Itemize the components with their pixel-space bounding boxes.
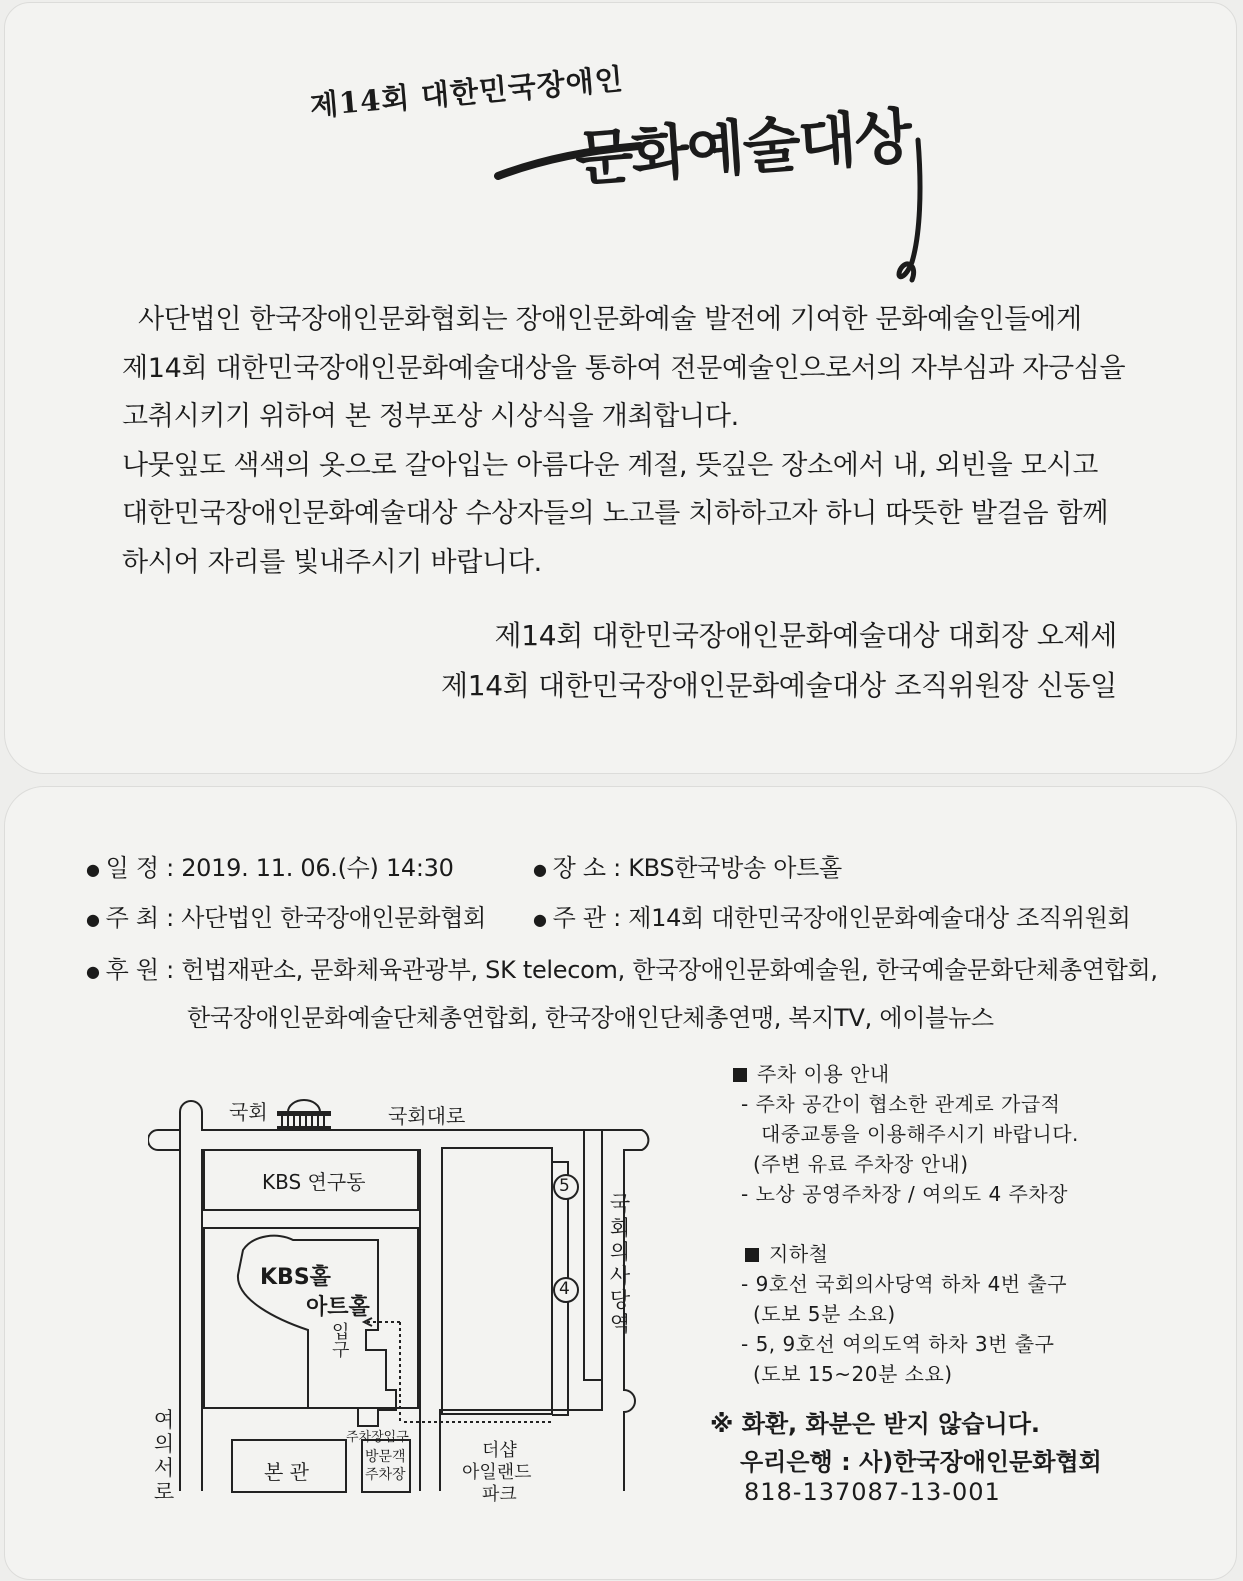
map-label-park: 파크 <box>482 1484 517 1505</box>
subway-note: - 9호선 국회의사당역 하차 4번 출구 <box>741 1272 1068 1296</box>
bullet-icon: ● <box>533 859 547 879</box>
map-label-char: 국 <box>609 1192 631 1216</box>
parking-note: 대중교통을 이용해주시기 바랍니다. <box>761 1122 1079 1146</box>
map-label-char: 회 <box>609 1216 631 1240</box>
event-date-text: 일 정 : 2019. 11. 06.(수) 14:30 <box>105 854 454 882</box>
parking-note: - 노상 공영주차장 / 여의도 4 주차장 <box>741 1182 1068 1206</box>
map-label-main-building: 본 관 <box>264 1460 309 1484</box>
message-line: 제14회 대한민국장애인문화예술대상을 통하여 전문예술인으로서의 자부심과 자긍심을 <box>122 352 1126 384</box>
map-label-entrance: 입 <box>332 1322 350 1343</box>
message-line: 고취시키기 위하여 본 정부포상 시상식을 개최합니다. <box>122 401 739 432</box>
signature-chairman: 제14회 대한민국장애인문화예술대상 대회장 오제세 <box>494 619 1117 652</box>
square-bullet-icon <box>733 1068 747 1082</box>
event-host <box>86 898 486 933</box>
map-label-entrance: 구 <box>332 1340 350 1361</box>
bullet-icon: ● <box>86 859 100 879</box>
subway-title-text: 지하철 <box>769 1242 829 1266</box>
event-sponsors <box>86 950 1158 985</box>
map-label-kbs-hall: KBS홀 <box>260 1265 331 1290</box>
map-label-char: 의 <box>153 1432 175 1456</box>
map-drawing <box>148 1090 668 1510</box>
map-label-assembly: 국회 <box>229 1100 268 1124</box>
assembly-building-icon <box>278 1100 330 1130</box>
message-line: 하시어 자리를 빛내주시기 바랍니다. <box>122 546 542 578</box>
parking-title <box>733 1058 890 1087</box>
bank-info: 우리은행 : 사)한국장애인문화협회 <box>740 1448 1102 1476</box>
event-sponsors-continued: 한국장애인문화예술단체총연합회, 한국장애인단체총연맹, 복지TV, 에이블뉴스 <box>187 1004 994 1032</box>
subway-note: (도보 5분 소요) <box>753 1302 896 1326</box>
map-label-char: 역 <box>609 1312 631 1336</box>
message-line: 대한민국장애인문화예술대상 수상자들의 노고를 치하하고자 하니 따뜻한 발걸음 함께 <box>122 498 1109 529</box>
map-label-visitor-parking: 방문객 <box>365 1449 406 1465</box>
subway-title <box>745 1238 828 1267</box>
event-sponsors-text: 후 원 : 헌법재판소, 문화체육관광부, SK telecom, 한국장애인문화예술원, 한국예술문화단체총연합회, <box>105 956 1158 984</box>
parking-title-text: 주차 이용 안내 <box>757 1062 890 1086</box>
map-label-assembly-road: 국회대로 <box>388 1104 466 1128</box>
event-venue <box>533 848 842 883</box>
map-label-exit-4: 4 <box>559 1279 570 1299</box>
bullet-icon: ● <box>533 909 547 929</box>
map-label-parking-entrance: 주차장입구 <box>346 1430 409 1445</box>
map-label-char: 로 <box>153 1480 175 1504</box>
message-line: 사단법인 한국장애인문화협회는 장애인문화예술 발전에 기여한 문화예술인들에게 <box>138 304 1082 335</box>
no-flowers-notice: ※ 화환, 화분은 받지 않습니다. <box>710 1410 1041 1438</box>
map-label-station <box>608 1192 632 1336</box>
map-label-visitor-parking: 주차장 <box>365 1467 406 1483</box>
map-label-char: 서 <box>153 1456 175 1480</box>
message-line: 나뭇잎도 색색의 옷으로 갈아입는 아름다운 계절, 뜻깊은 장소에서 내, 외빈을 모시고 <box>122 449 1098 481</box>
map-label-char: 의 <box>609 1240 631 1264</box>
subway-note: (도보 15~20분 소요) <box>753 1362 953 1386</box>
bank-account-number: 818-137087-13-001 <box>744 1478 1001 1506</box>
map-label-exit-5: 5 <box>559 1176 570 1196</box>
map-label-char: 사 <box>609 1264 631 1288</box>
map-label-char: 당 <box>609 1288 631 1312</box>
event-organizer-text: 주 관 : 제14회 대한민국장애인문화예술대상 조직위원회 <box>552 904 1131 932</box>
map-label-art-hall: 아트홀 <box>306 1295 370 1320</box>
bullet-icon: ● <box>86 909 100 929</box>
map-label-char: 여 <box>153 1408 175 1432</box>
bullet-icon: ● <box>86 961 100 981</box>
award-subtitle: 제14회 대한민국장애인 <box>308 61 626 123</box>
subway-note: - 5, 9호선 여의도역 하차 3번 출구 <box>741 1332 1055 1356</box>
event-date <box>86 848 454 883</box>
parking-note: (주변 유료 주차장 안내) <box>753 1152 969 1176</box>
location-map <box>148 1090 668 1510</box>
parking-note: - 주차 공간이 협소한 관계로 가급적 <box>741 1092 1061 1116</box>
event-host-text: 주 최 : 사단법인 한국장애인문화협회 <box>105 904 487 932</box>
invitation-message <box>122 296 1126 587</box>
map-label-kbs-research: KBS 연구동 <box>262 1170 366 1194</box>
square-bullet-icon <box>745 1248 759 1262</box>
map-label-park: 더샵 <box>482 1440 517 1461</box>
award-title: 문화예술대상 <box>572 101 913 195</box>
event-organizer <box>533 898 1131 933</box>
event-venue-text: 장 소 : KBS한국방송 아트홀 <box>552 854 842 882</box>
map-label-park: 아일랜드 <box>462 1462 532 1483</box>
map-label-yeouiseoro <box>152 1408 176 1504</box>
signature-committee-chair: 제14회 대한민국장애인문화예술대상 조직위원장 신동일 <box>440 669 1117 702</box>
